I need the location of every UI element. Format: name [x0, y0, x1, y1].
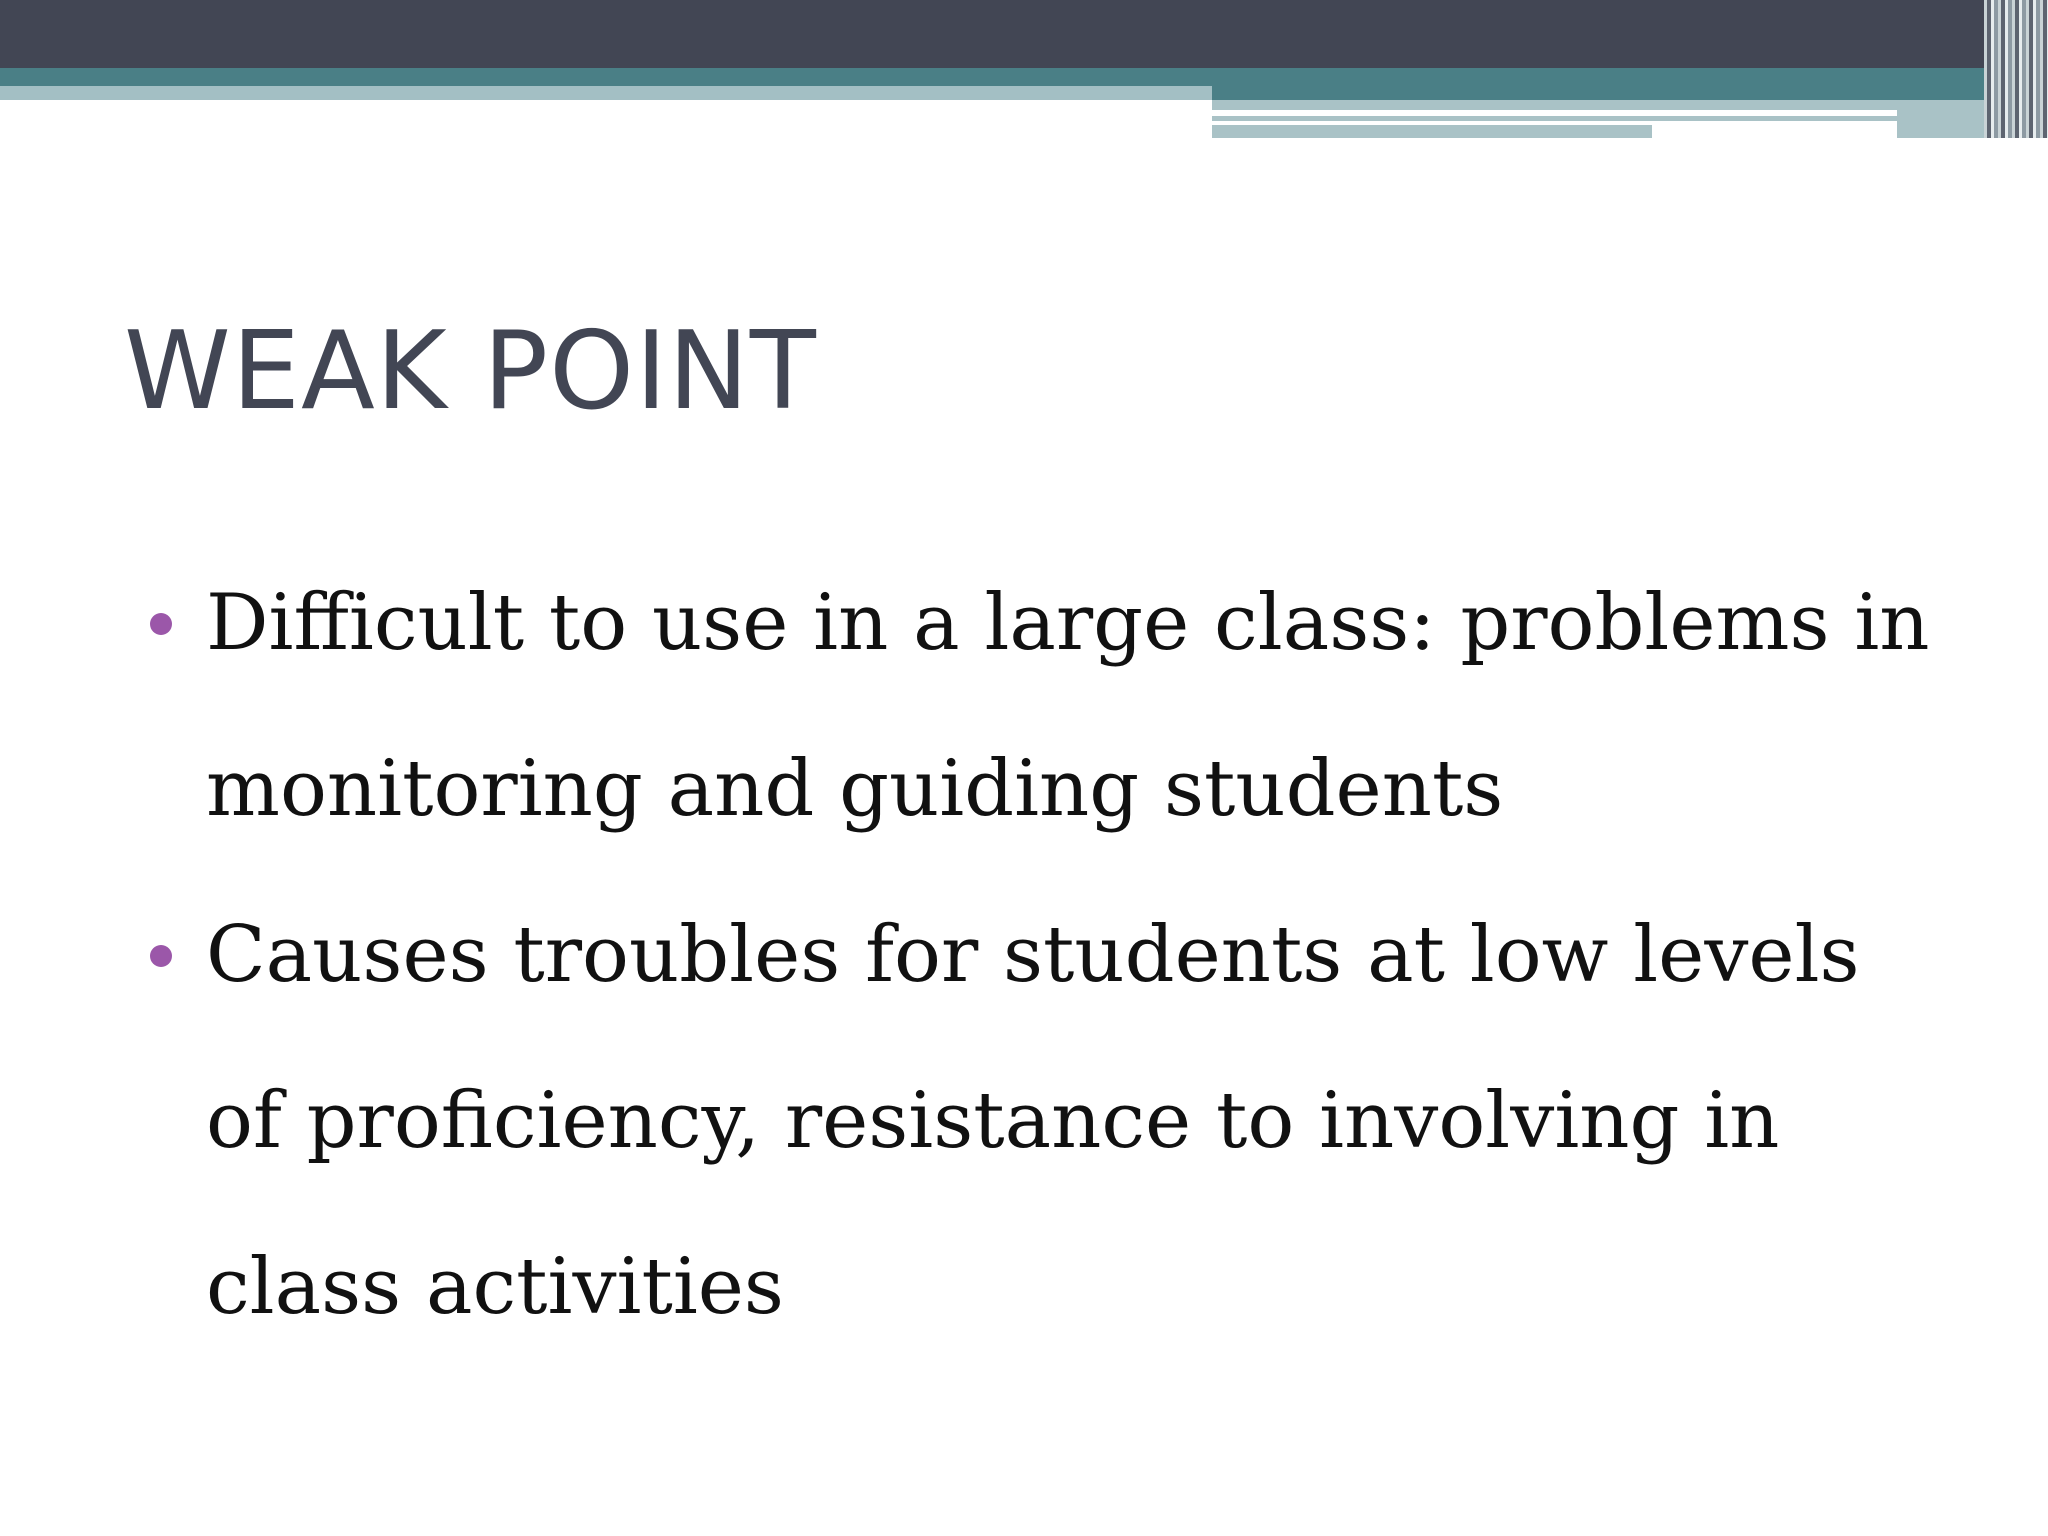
slide-title: WEAK POINT — [124, 309, 817, 434]
header-band-dark — [0, 0, 2048, 68]
bullet-list — [150, 540, 1930, 1370]
bullet-dot-icon — [150, 945, 172, 967]
header-white-line — [1212, 110, 1897, 116]
header-band-teal — [0, 68, 2048, 86]
bullet-text: Causes troubles for students at low levels of proficiency, resistance to involving in class activities — [206, 910, 1860, 1332]
bullet-item — [150, 872, 1930, 1370]
header-stripes — [1984, 0, 2048, 138]
header-band-light — [0, 86, 1212, 100]
bullet-text: Difficult to use in a large class: problems in monitoring and guiding students — [206, 578, 1930, 834]
bullet-item — [150, 540, 1930, 872]
bullet-dot-icon — [150, 613, 172, 635]
header-step-teal — [1212, 86, 2048, 100]
